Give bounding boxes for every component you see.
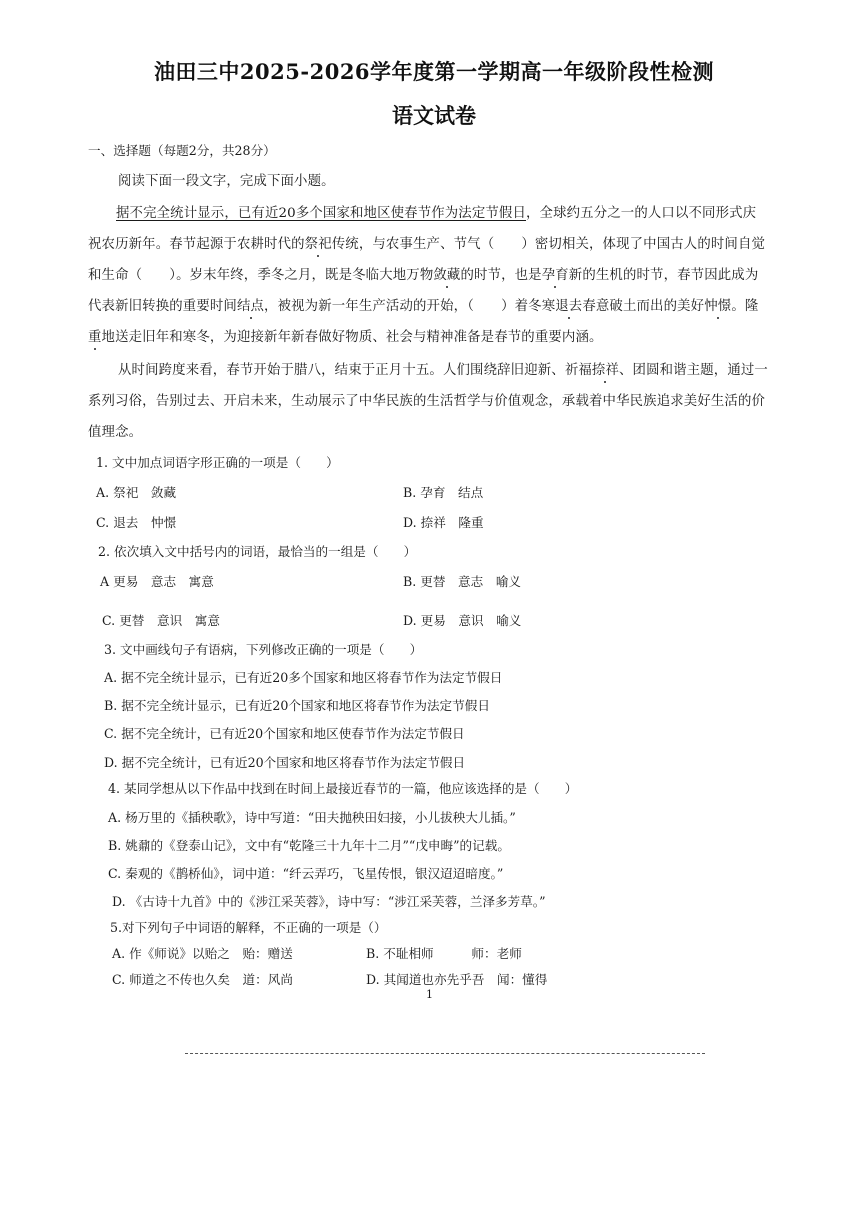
dotted-word: 忡憬: [704, 299, 732, 314]
q3-option-a[interactable]: A. 据不完全统计显示，已有近20多个国家和地区将春节作为法定节假日: [104, 670, 503, 685]
passage-line-4: [88, 298, 758, 316]
passage-line-6: [118, 362, 768, 380]
q2-option-d[interactable]: D. 更易 意识 喻义: [403, 613, 522, 628]
q5-option-d[interactable]: D. 其闻道也亦先乎吾 闻：懂得: [366, 972, 548, 987]
page-number: 1: [426, 988, 433, 1001]
underlined-sentence: 据不完全统计显示，已有近20多个国家和地区使春节作为法定节假日: [116, 206, 527, 221]
q3-option-d[interactable]: D. 据不完全统计，已有近20个国家和地区将春节作为法定节假日: [104, 755, 466, 770]
passage-text: 代表新旧转换的重要时间: [88, 299, 237, 314]
q4-option-b[interactable]: B. 姚鼐的《登泰山记》，文中有“乾隆三十九年十二月”“戊申晦”的记载。: [108, 838, 510, 853]
dotted-word: 祭祀: [304, 237, 332, 252]
dotted-word: 重: [88, 330, 102, 345]
q1-option-a[interactable]: A. 祭祀 敛藏: [96, 485, 177, 500]
q2-option-a[interactable]: A 更易 意志 寓意: [100, 574, 214, 589]
question-1-stem: 1. 文中加点词语字形正确的一项是（ ）: [96, 455, 339, 470]
passage-text: ，被视为新一年生产活动的开始，（ ）着冬寒: [264, 299, 556, 314]
exam-subtitle: 语文试卷: [392, 103, 476, 128]
passage-text: 传统，与农事生产、节气（ ）密切相关，体现了中国古人的时间自觉: [331, 237, 766, 252]
passage-text: 从时间跨度来看，春节开始于腊八，结束于正月十五。人们围绕辞旧迎新、祈福: [118, 363, 592, 378]
q1-option-b[interactable]: B. 孕育 结点: [403, 485, 484, 500]
passage-text: 祝农历新年。春节起源于农耕时代的: [88, 237, 305, 252]
passage-text: ，全球约五分之一的人口以不同形式庆: [526, 206, 757, 221]
footer-divider: [185, 1053, 705, 1054]
q1-option-d[interactable]: D. 捺祥 隆重: [403, 515, 484, 530]
dotted-word: 结点: [236, 299, 265, 314]
q5-option-b[interactable]: B. 不耻相师 师：老师: [366, 946, 522, 961]
q3-option-c[interactable]: C. 据不完全统计，已有近20个国家和地区使春节作为法定节假日: [104, 726, 465, 741]
q4-option-a[interactable]: A. 杨万里的《插秧歌》，诗中写道：“田夫抛秧田妇接，小儿拔秧大儿插。”: [108, 810, 516, 825]
q3-option-b[interactable]: B. 据不完全统计显示，已有近20个国家和地区将春节作为法定节假日: [104, 698, 490, 713]
passage-line-1: [116, 205, 756, 223]
section-heading: 一、选择题（每题2分，共28分）: [88, 143, 276, 158]
passage-line-8: 值理念。: [88, 425, 143, 440]
dotted-word: 孕育: [541, 268, 569, 283]
dotted-word: 捺祥: [591, 363, 620, 378]
question-5-stem: 5.对下列句子中词语的解释，不正确的一项是（）: [110, 920, 387, 935]
dotted-word: 退去: [555, 299, 583, 314]
passage-text: 春意破土而出的美好: [582, 299, 705, 314]
exam-title: 油田三中2025-2026学年度第一学期高一年级阶段性检测: [153, 59, 715, 84]
q4-option-d[interactable]: D. 《古诗十九首》中的《涉江采芙蓉》，诗中写：“涉江采芙蓉，兰泽多芳草。”: [112, 894, 546, 909]
question-3-stem: 3. 文中画线句子有语病，下列修改正确的一项是（ ）: [104, 642, 423, 657]
q4-option-c[interactable]: C. 秦观的《鹊桥仙》，词中道：“纤云弄巧，飞星传恨，银汉迢迢暗度。”: [108, 866, 504, 881]
q5-option-a[interactable]: A. 作《师说》以贻之 贻：赠送: [112, 946, 293, 961]
passage-line-2: [88, 236, 765, 254]
question-4-stem: 4. 某同学想从以下作品中找到在时间上最接近春节的一篇，他应该选择的是（ ）: [108, 781, 578, 796]
passage-text: 地送走旧年和寒冬，为迎接新年新春做好物质、社会与精神准备是春节的重要内涵。: [101, 330, 603, 345]
dotted-word: 敛藏: [433, 268, 461, 283]
q2-option-b[interactable]: B. 更替 意志 喻义: [403, 574, 522, 589]
passage-line-3: [88, 267, 758, 285]
passage-line-5: [88, 329, 603, 347]
q1-option-c[interactable]: C. 退去 忡憬: [96, 515, 177, 530]
passage-text: 、团圆和谐主题，通过一: [619, 363, 768, 378]
question-2-stem: 2. 依次填入文中括号内的词语，最恰当的一组是（ ）: [98, 544, 417, 559]
passage-text: 。隆: [731, 299, 759, 314]
reading-instruction: 阅读下面一段文字，完成下面小题。: [118, 174, 335, 189]
passage-text: 新的生机的时节，春节因此成为: [568, 268, 759, 283]
passage-text: 和生命（ ）。岁末年终，季冬之月，既是冬临大地万物: [88, 268, 434, 283]
q2-option-c[interactable]: C. 更替 意识 寓意: [102, 613, 220, 628]
passage-text: 的时节，也是: [460, 268, 542, 283]
q5-option-c[interactable]: C. 师道之不传也久矣 道：风尚: [112, 972, 293, 987]
passage-line-7: 系列习俗，告别过去、开启未来，生动展示了中华民族的生活哲学与价值观念，承载着中华民族追求美好生活的价: [88, 394, 766, 409]
